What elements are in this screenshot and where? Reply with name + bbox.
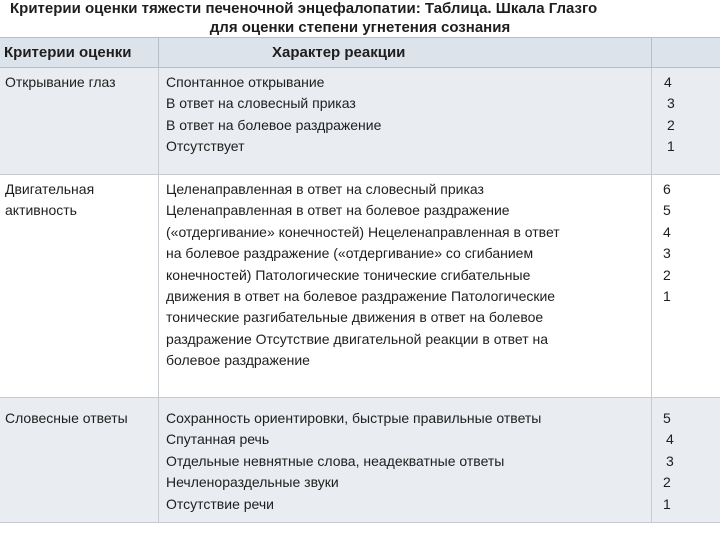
table-header bbox=[0, 37, 720, 68]
criterion-text: активность bbox=[5, 202, 77, 219]
title-line-2: для оценки степени угнетения сознания bbox=[209, 19, 511, 36]
score-value: 2 bbox=[663, 474, 671, 491]
criterion-cell bbox=[5, 398, 155, 532]
reaction-text: Спутанная речь bbox=[166, 431, 270, 448]
score-value: 3 bbox=[667, 95, 675, 112]
score-value: 4 bbox=[666, 431, 674, 448]
header-divider bbox=[651, 38, 652, 67]
reaction-text: («отдергивание» конечностей) Нецеленаправленная в ответ bbox=[166, 223, 560, 240]
reaction-text: В ответ на болевое раздражение bbox=[166, 116, 382, 133]
criterion-cell bbox=[5, 68, 155, 178]
score-value: 2 bbox=[667, 116, 675, 133]
reaction-text: конечностей) Патологические тонические сгибательные bbox=[166, 266, 531, 283]
column-divider bbox=[158, 68, 159, 523]
reaction-text: на болевое раздражение («отдергивание» со сгибанием bbox=[166, 245, 534, 262]
score-value: 3 bbox=[663, 245, 671, 262]
score-cell bbox=[656, 68, 716, 178]
reaction-text: тонические разгибательные движения в ответ на болевое bbox=[166, 309, 544, 326]
header-reaction: Характер реакции bbox=[272, 44, 406, 61]
score-value: 1 bbox=[663, 495, 671, 512]
score-value: 5 bbox=[663, 410, 671, 426]
reaction-text: В ответ на словесный приказ bbox=[166, 95, 356, 112]
column-divider bbox=[651, 68, 652, 523]
score-value: 2 bbox=[663, 266, 671, 283]
table-row bbox=[0, 175, 720, 398]
score-cell bbox=[656, 175, 716, 401]
reaction-cell bbox=[166, 175, 644, 401]
score-cell bbox=[656, 398, 716, 532]
table-row bbox=[0, 68, 720, 175]
criterion-text: Словесные ответы bbox=[5, 410, 128, 426]
reaction-cell bbox=[166, 68, 644, 178]
reaction-text: Отдельные невнятные слова, неадекватные ответы bbox=[166, 452, 505, 469]
reaction-cell bbox=[166, 398, 644, 532]
score-value: 1 bbox=[663, 288, 671, 305]
score-value: 4 bbox=[663, 223, 671, 240]
reaction-text: болевое раздражение bbox=[166, 352, 310, 369]
reaction-text: движения в ответ на болевое раздражение Патологические bbox=[166, 288, 556, 305]
criterion-text: Двигательная bbox=[5, 181, 95, 197]
header-divider bbox=[158, 38, 159, 67]
score-value: 6 bbox=[663, 181, 671, 197]
reaction-text: Сохранность ориентировки, быстрые правильные ответы bbox=[166, 410, 542, 426]
score-value: 3 bbox=[666, 452, 674, 469]
header-criteria: Критерии оценки bbox=[4, 44, 132, 61]
reaction-text: Спонтанное открывание bbox=[166, 74, 325, 90]
criterion-cell bbox=[5, 175, 155, 401]
title-line-1: Критерии оценки тяжести печеночной энцефалопатии: Таблица. Шкала Глазго bbox=[10, 0, 598, 17]
reaction-text: Целенаправленная в ответ на словесный приказ bbox=[166, 181, 484, 197]
table-row bbox=[0, 398, 720, 523]
score-value: 1 bbox=[667, 138, 675, 155]
reaction-text: Целенаправленная в ответ на болевое раздражение bbox=[166, 202, 510, 219]
reaction-text: раздражение Отсутствие двигательной реакции в ответ на bbox=[166, 330, 549, 347]
reaction-text: Отсутствует bbox=[166, 138, 245, 155]
score-value: 5 bbox=[663, 202, 671, 219]
slide-title bbox=[0, 0, 720, 37]
criterion-text: Открывание глаз bbox=[5, 74, 116, 90]
score-value: 4 bbox=[664, 74, 672, 90]
reaction-text: Отсутствие речи bbox=[166, 495, 274, 512]
reaction-text: Нечленораздельные звуки bbox=[166, 474, 339, 491]
